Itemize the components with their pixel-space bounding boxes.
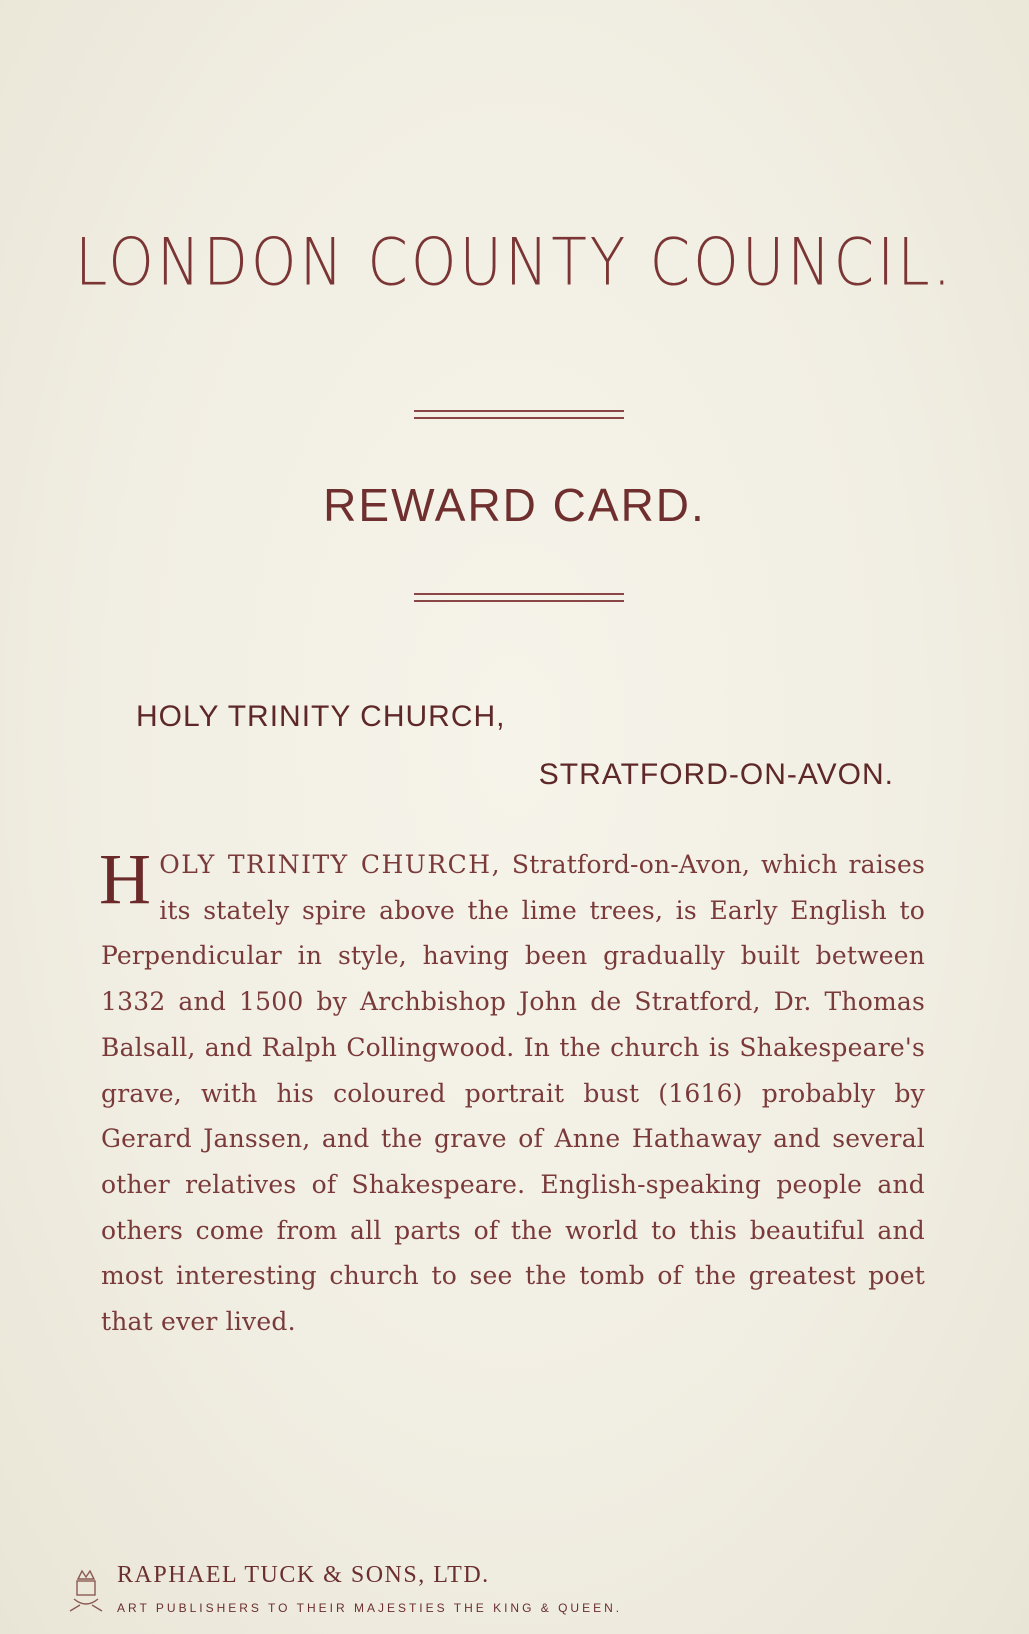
church-location: STRATFORD-ON-AVON. (538, 758, 894, 791)
publisher-name: RAPHAEL TUCK & SONS, LTD. (117, 1562, 490, 1588)
double-rule-top (414, 410, 624, 420)
church-name: HOLY TRINITY CHURCH, (136, 700, 506, 733)
council-title: LONDON COUNTY COUNCIL. (74, 223, 955, 301)
royal-crest-icon (66, 1565, 106, 1615)
card-type-title: REWARD CARD. (323, 479, 706, 531)
paragraph-lead: OLY TRINITY CHURCH, (159, 850, 502, 879)
drop-cap: H (99, 839, 152, 919)
paragraph-text: Stratford-on-Avon, which raises its stately spire above the lime trees, is Early English to Perpendicular in style, having been gradually built between 1332 and 1500 by Archbishop John de Stratford, Dr. Thomas Balsall, and Ralph Collingwood. In the church is Shakespeare's grave, with his coloured portrait bust (1616) probably by Gerard Janssen, and the grave of Anne Hathaway and several other relatives of Shakespeare. English-speaking people and others come from all parts of the world to this beautiful and most interesting church to see the tomb of the greatest poet that ever lived. (101, 850, 925, 1337)
publisher-tagline: ART PUBLISHERS TO THEIR MAJESTIES THE KING & QUEEN. (117, 1601, 623, 1615)
double-rule-bottom (414, 593, 624, 603)
description-paragraph (99, 839, 925, 1345)
